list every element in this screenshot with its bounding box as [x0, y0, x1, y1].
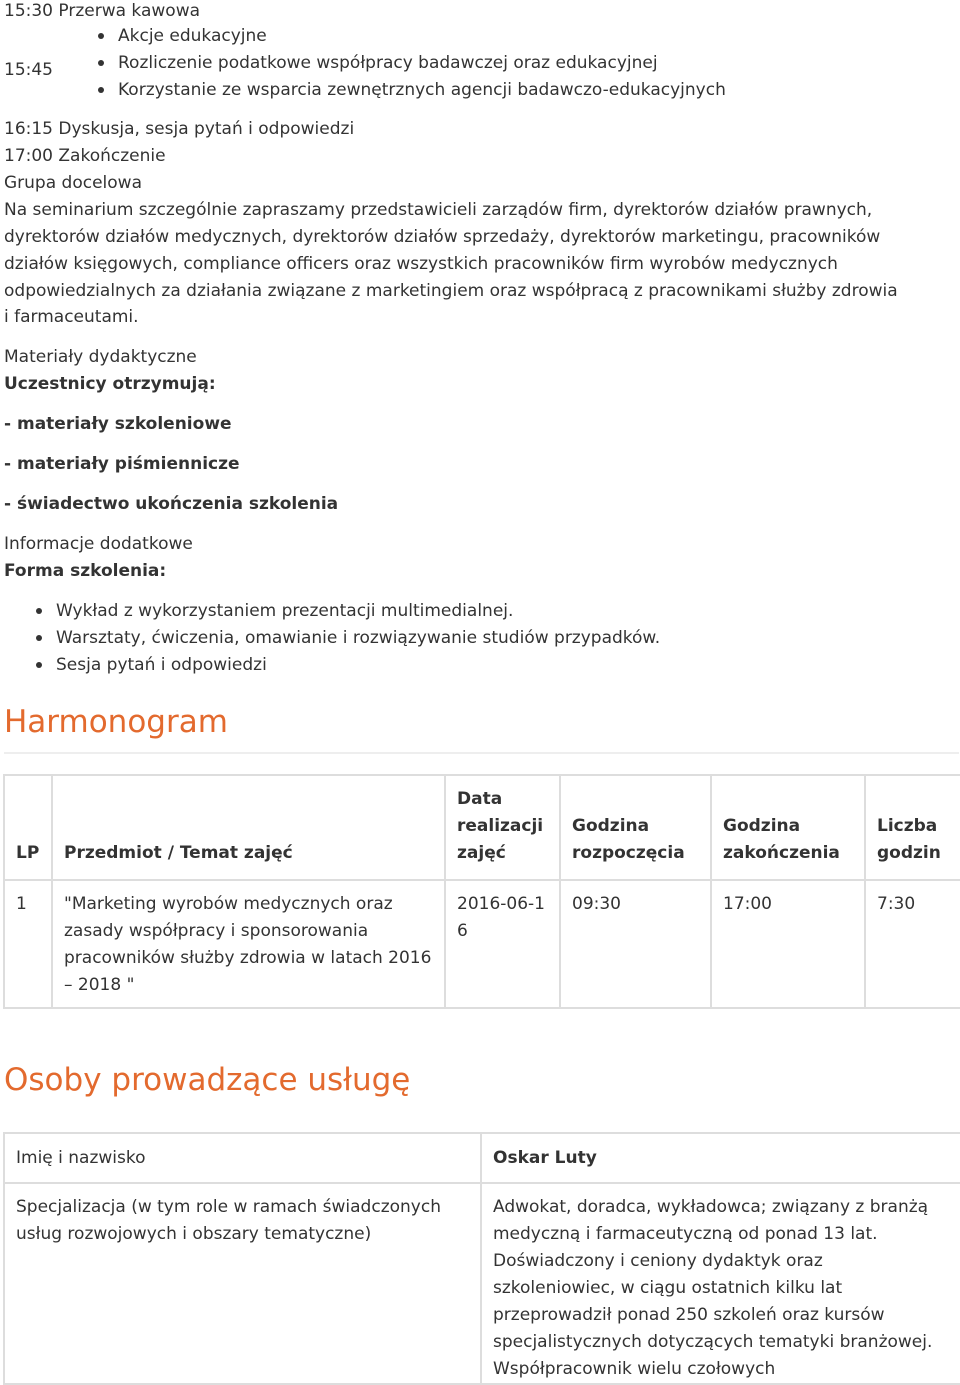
materials-label: Materiały dydaktyczne [4, 347, 197, 367]
spec-value: Adwokat, doradca, wykładowca; związany z branżą medyczną i farmaceutyczną od ponad 13 lat. Doświadczony i ceniony dydaktyk oraz szkoleniowiec, w ciągu ostatnich kilku lat przeprowadził ponad 250 szkoleń oraz kursów specjalistycznych dotyczących tematyki branżowej. Współpracownik wielu czołowych [481, 1183, 960, 1384]
materials-item: - świadectwo ukończenia szkolenia [4, 494, 339, 514]
cell-hours: 7:30 [865, 880, 960, 1008]
materials-intro: Uczestnicy otrzymują: [4, 374, 216, 394]
schedule-item: Rozliczenie podatkowe współpracy badawczej oraz edukacyjnej [118, 53, 658, 73]
name-value: Oskar Luty [481, 1133, 960, 1183]
cell-lp: 1 [4, 880, 52, 1008]
col-header-subject: Przedmiot / Temat zajęć [52, 775, 445, 880]
schedule-discussion: 16:15 Dyskusja, sesja pytań i odpowiedzi [4, 119, 355, 139]
table-row [4, 880, 960, 1008]
additional-info-label: Informacje dodatkowe [4, 534, 193, 554]
cell-end: 17:00 [711, 880, 865, 1008]
divider [4, 752, 959, 754]
schedule-item: Akcje edukacyjne [118, 26, 267, 46]
form-label: Forma szkolenia: [4, 561, 167, 581]
harmonogram-title: Harmonogram [4, 704, 228, 740]
col-header-date: Data realizacji zajęć [445, 775, 560, 880]
form-item: Warsztaty, ćwiczenia, omawianie i rozwiązywanie studiów przypadków. [56, 628, 661, 648]
schedule-time-1545: 15:45 [4, 60, 53, 80]
target-group-line: odpowiedzialnych za działania związane z marketingiem oraz współpracą z pracownikami służby zdrowia [4, 281, 898, 301]
col-header-hours: Liczba godzin [865, 775, 960, 880]
trainers-table [3, 1132, 960, 1385]
trainers-title: Osoby prowadzące usługę [4, 1062, 411, 1098]
target-group-line: działów księgowych, compliance officers oraz wszystkich pracowników firm wyrobów medycznych [4, 254, 838, 274]
form-item: Wykład z wykorzystaniem prezentacji multimedialnej. [56, 601, 514, 621]
target-group-line: Na seminarium szczególnie zapraszamy przedstawicieli zarządów firm, dyrektorów działów prawnych, [4, 200, 873, 220]
trainer-name-row [4, 1133, 960, 1183]
target-group-line: i farmaceutami. [4, 307, 139, 327]
col-header-end: Godzina zakończenia [711, 775, 865, 880]
cell-subject: "Marketing wyrobów medycznych oraz zasady współpracy i sponsorowania pracowników służby zdrowia w latach 2016 – 2018 " [52, 880, 445, 1008]
name-label: Imię i nazwisko [4, 1133, 481, 1183]
schedule-break: 15:30 Przerwa kawowa [4, 1, 201, 21]
schedule-item: Korzystanie ze wsparcia zewnętrznych agencji badawczo-edukacyjnych [118, 80, 726, 100]
trainer-spec-row [4, 1183, 960, 1384]
materials-item: - materiały piśmiennicze [4, 454, 240, 474]
spec-label: Specjalizacja (w tym role w ramach świadczonych usług rozwojowych i obszary tematyczne) [4, 1183, 481, 1384]
table-header-row [4, 775, 960, 880]
col-header-lp: LP [4, 775, 52, 880]
schedule-closing: 17:00 Zakończenie [4, 146, 166, 166]
target-group-label: Grupa docelowa [4, 173, 142, 193]
target-group-line: dyrektorów działów medycznych, dyrektorów działów sprzedaży, dyrektorów marketingu, pracowników [4, 227, 881, 247]
materials-item: - materiały szkoleniowe [4, 414, 232, 434]
col-header-start: Godzina rozpoczęcia [560, 775, 711, 880]
form-item: Sesja pytań i odpowiedzi [56, 655, 267, 675]
cell-start: 09:30 [560, 880, 711, 1008]
cell-date: 2016-06-16 [445, 880, 560, 1008]
harmonogram-table [3, 774, 960, 1009]
